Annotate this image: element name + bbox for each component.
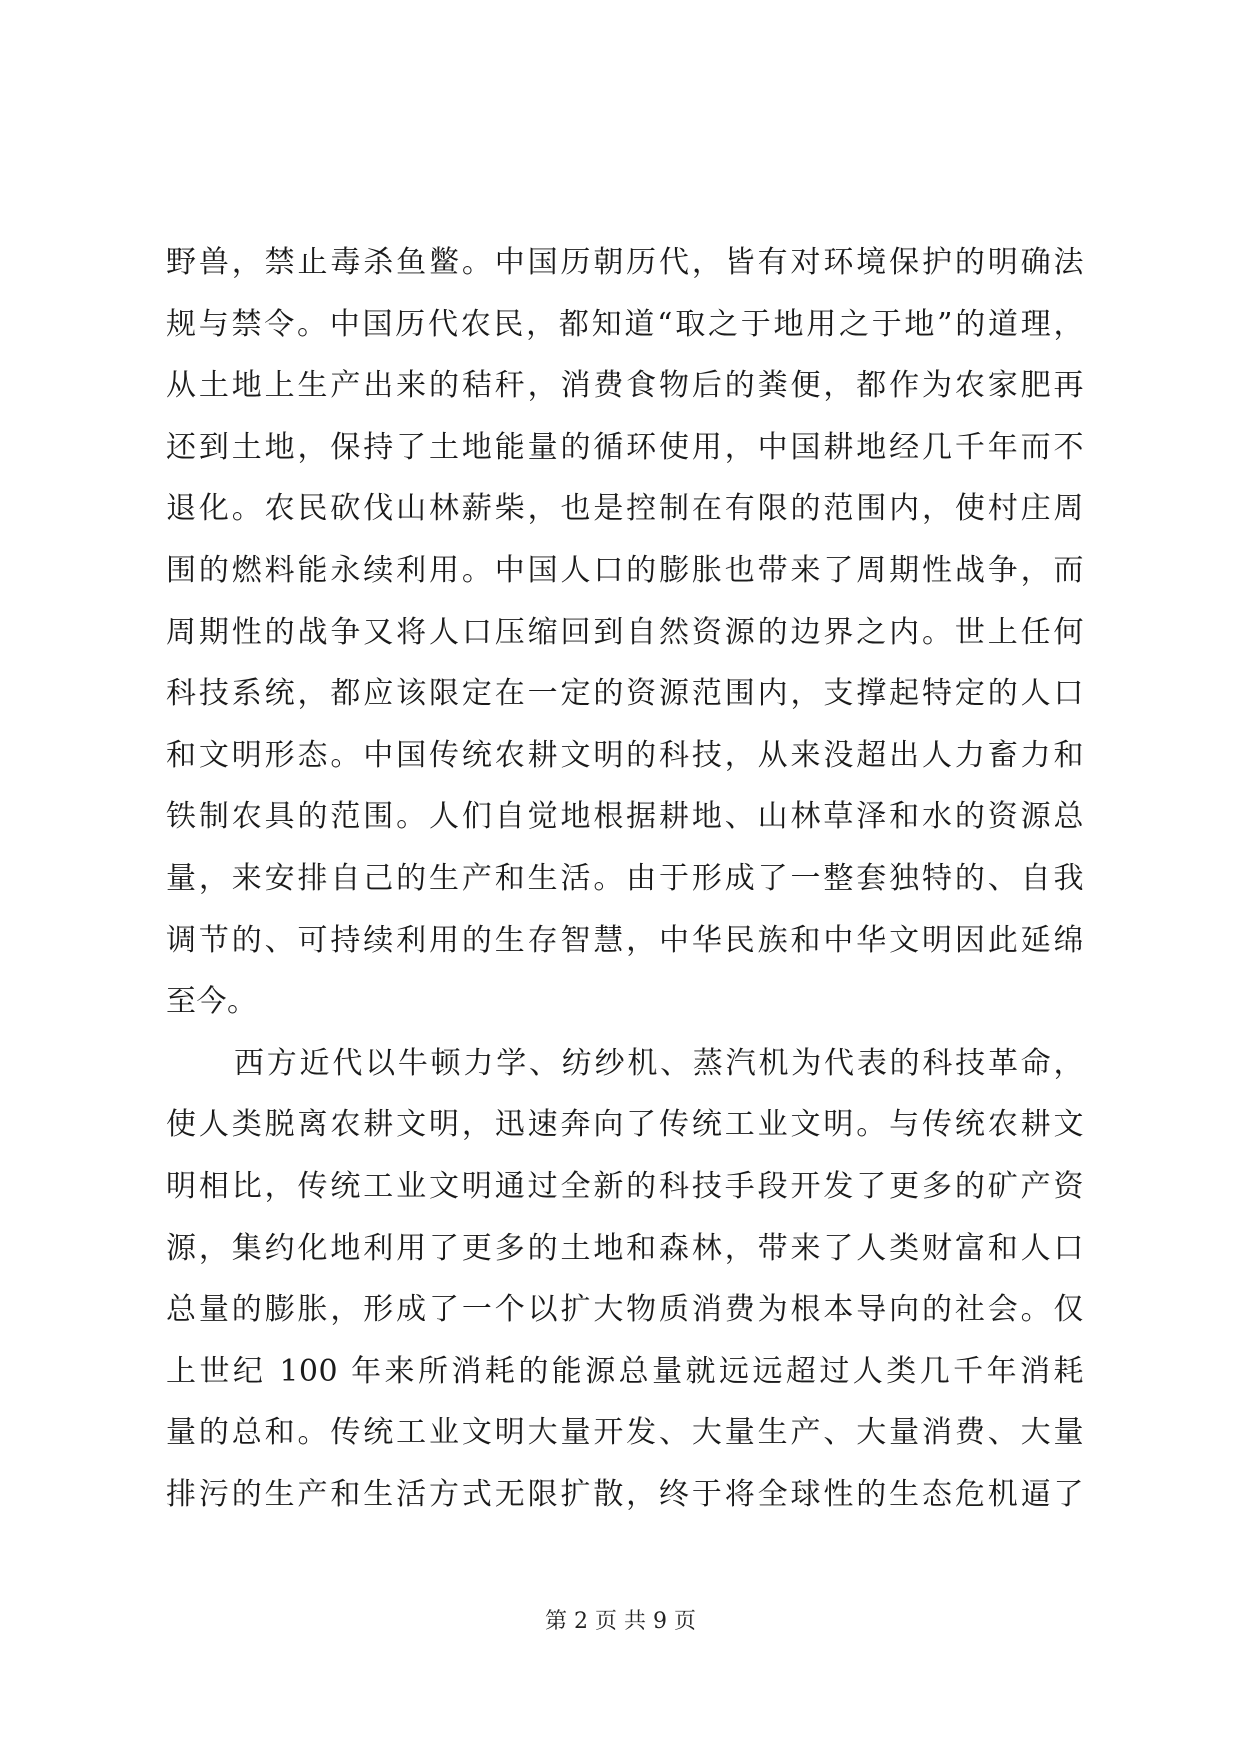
text-line: 至今。 bbox=[166, 984, 258, 1020]
text-line: 从土地上生产出来的秸秆，消费食物后的粪便，都作为农家肥再 bbox=[166, 368, 1084, 404]
text-line: 量，来安排自己的生产和生活。由于形成了一整套独特的、自我 bbox=[166, 860, 1084, 896]
paragraph-2 bbox=[166, 1033, 1084, 1526]
body-text bbox=[166, 232, 1084, 1525]
text-line: 总量的膨胀，形成了一个以扩大物质消费为根本导向的社会。仅 bbox=[166, 1292, 1084, 1328]
text-line: 西方近代以牛顿力学、纺纱机、蒸汽机为代表的科技革命， bbox=[234, 1045, 1084, 1081]
text-line: 上世纪 100 年来所消耗的能源总量就远远超过人类几千年消耗 bbox=[166, 1353, 1084, 1389]
text-line: 调节的、可持续利用的生存智慧，中华民族和中华文明因此延绵 bbox=[166, 922, 1084, 958]
paragraph-1 bbox=[166, 232, 1084, 1033]
text-line: 和文明形态。中国传统农耕文明的科技，从来没超出人力畜力和 bbox=[166, 737, 1084, 773]
text-line: 源，集约化地利用了更多的土地和森林，带来了人类财富和人口 bbox=[166, 1230, 1084, 1266]
text-line: 使人类脱离农耕文明，迅速奔向了传统工业文明。与传统农耕文 bbox=[166, 1107, 1084, 1143]
text-line: 明相比，传统工业文明通过全新的科技手段开发了更多的矿产资 bbox=[166, 1168, 1084, 1204]
text-line: 规与禁令。中国历代农民，都知道“取之于地用之于地”的道理， bbox=[166, 306, 1084, 342]
text-line: 铁制农具的范围。人们自觉地根据耕地、山林草泽和水的资源总 bbox=[166, 799, 1084, 835]
text-line: 野兽，禁止毒杀鱼鳖。中国历朝历代，皆有对环境保护的明确法 bbox=[166, 245, 1084, 280]
text-line: 退化。农民砍伐山林薪柴，也是控制在有限的范围内，使村庄周 bbox=[166, 491, 1084, 527]
text-line: 排污的生产和生活方式无限扩散，终于将全球性的生态危机逼了 bbox=[166, 1476, 1084, 1512]
page-number-footer: 第 2 页 共 9 页 bbox=[545, 1609, 696, 1634]
text-line: 还到土地，保持了土地能量的循环使用，中国耕地经几千年而不 bbox=[166, 429, 1084, 465]
text-line: 量的总和。传统工业文明大量开发、大量生产、大量消费、大量 bbox=[166, 1415, 1084, 1451]
text-line: 科技系统，都应该限定在一定的资源范围内，支撑起特定的人口 bbox=[166, 676, 1084, 712]
text-line: 围的燃料能永续利用。中国人口的膨胀也带来了周期性战争，而 bbox=[166, 552, 1084, 588]
text-line: 周期性的战争又将人口压缩回到自然资源的边界之内。世上任何 bbox=[166, 614, 1084, 650]
